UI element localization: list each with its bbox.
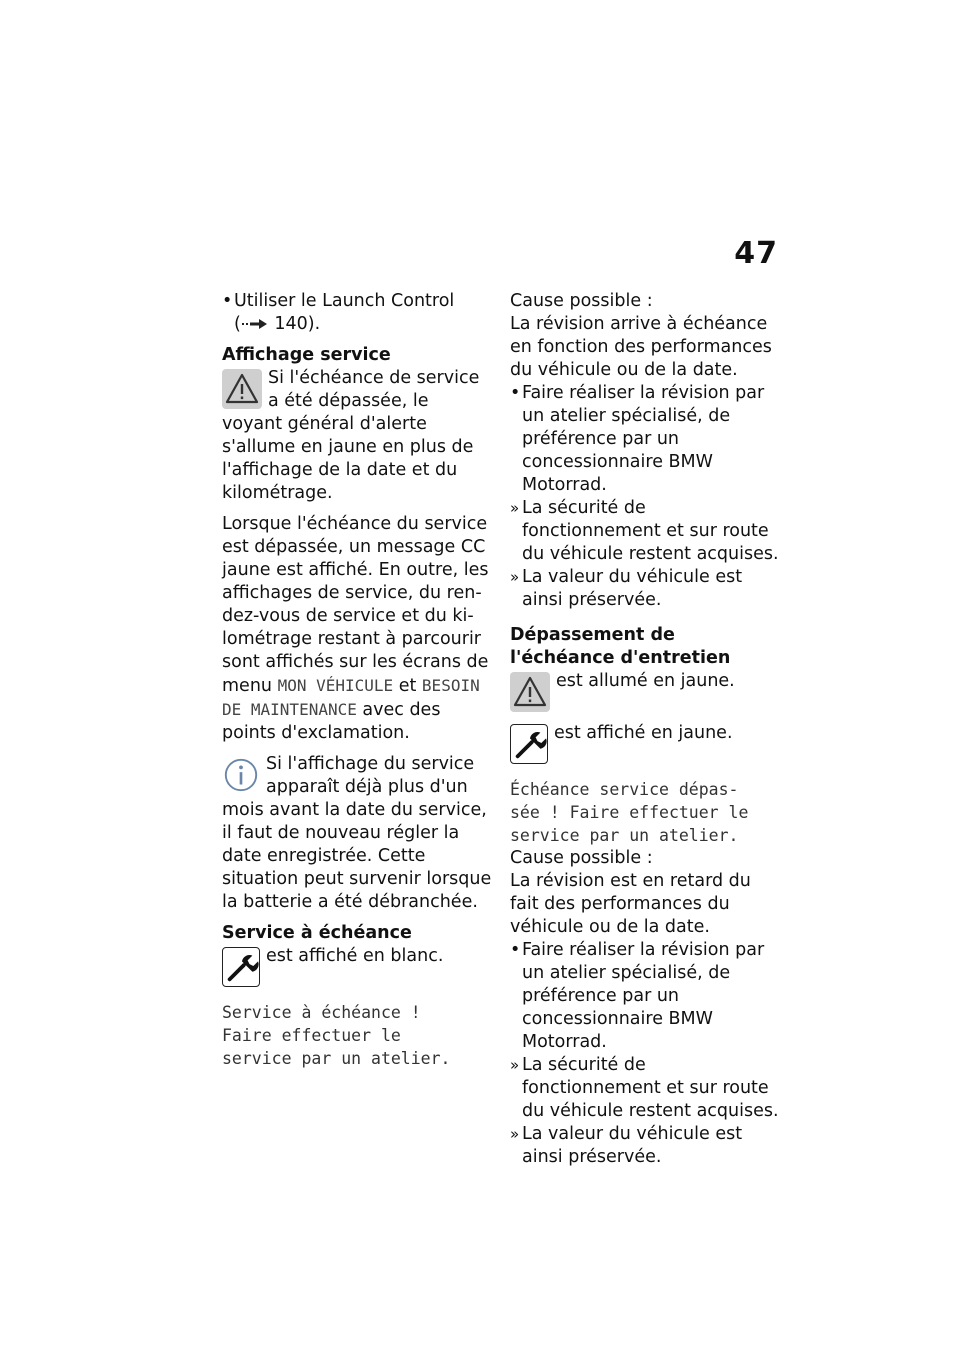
message-line: service par un atelier. <box>510 826 739 845</box>
paragraph-menu <box>222 513 494 745</box>
result-item: » La valeur du véhicule est ainsi préservée. <box>510 566 782 612</box>
right-column <box>510 290 782 1169</box>
action-item: • Faire réaliser la révision par un atelier spécialisé, de préférence par un concessionnaire BMW Motorrad. <box>510 939 782 1054</box>
paragraph: est affiché en jaune. <box>554 723 733 743</box>
result-item: » La sécurité de fonctionnement et sur route du véhicule restent acquises. <box>510 1054 782 1123</box>
text: et <box>393 676 422 696</box>
info-paragraph <box>222 753 494 914</box>
left-column <box>222 290 494 1070</box>
paragraph: est allumé en jaune. <box>556 671 735 691</box>
message-line: Faire effectuer le <box>222 1026 401 1045</box>
warning-triangle-icon <box>222 369 262 409</box>
arrow-right-icon <box>241 318 269 330</box>
display-message <box>222 1001 494 1070</box>
warning-paragraph <box>222 367 494 505</box>
cause-text: La révision est en retard du fait des performances du véhicule ou de la date. <box>510 871 751 937</box>
text: avec des points d'exclamation. <box>222 700 441 743</box>
text: Lorsque l'échéance du service est dépassée, un message CC jaune est affiché. En outre, les affichages de service, du rendez-vous de service et du kilométrage restant à parcourir sont affichés sur les écrans de menu <box>222 514 489 696</box>
message-line: Échéance service dépas- <box>510 780 739 799</box>
paragraph: Si l'échéance de service a été dépassée, le voyant général d'alerte s'allume en jaune en plus de l'affichage de la date et du kilométrage. <box>222 368 480 503</box>
heading-service-display: Affichage service <box>222 345 391 365</box>
wrench-icon <box>510 724 548 764</box>
bullet-text: Utiliser le Launch Control <box>234 291 455 311</box>
cause-label: Cause possible : <box>510 848 653 868</box>
wrench-icon <box>222 947 260 987</box>
heading-service-due: Service à échéance <box>222 923 412 943</box>
message-line: Service à échéance ! <box>222 1003 421 1022</box>
cause-text: La révision arrive à échéance en fonction des performances du véhicule ou de la date. <box>510 314 772 380</box>
paragraph: est affiché en blanc. <box>266 946 444 966</box>
warning-paragraph <box>510 670 782 714</box>
action-item: • Faire réaliser la révision par un atelier spécialisé, de préférence par un concessionnaire BMW Motorrad. <box>510 382 782 497</box>
display-message <box>510 778 782 847</box>
message-line: service par un atelier. <box>222 1049 451 1068</box>
menu-maintenance-need: BESOIN DE MAINTENANCE <box>222 676 480 719</box>
ref-open: ( <box>234 314 241 334</box>
cause-label: Cause possible : <box>510 291 653 311</box>
info-icon <box>222 755 260 795</box>
warning-triangle-icon <box>510 672 550 712</box>
paragraph: Si l'affichage du service apparaît déjà plus d'un mois avant la date du service, il faut de nouveau régler la date enregistrée. Cette situation peut survenir lorsque la batterie a été débranchée. <box>222 754 492 912</box>
message-line: sée ! Faire effectuer le <box>510 803 749 822</box>
result-item: » La valeur du véhicule est ainsi préservée. <box>510 1123 782 1169</box>
wrench-paragraph <box>222 945 494 989</box>
wrench-paragraph <box>510 722 782 766</box>
page-number: 47 <box>734 236 778 271</box>
ref-page[interactable]: 140). <box>268 314 321 334</box>
heading-overdue: Dépassement de l'échéance d'entretien <box>510 625 731 668</box>
result-item: » La sécurité de fonctionnement et sur route du véhicule restent acquises. <box>510 497 782 566</box>
list-item <box>222 290 494 336</box>
menu-my-vehicle: MON VÉHICULE <box>277 676 394 695</box>
